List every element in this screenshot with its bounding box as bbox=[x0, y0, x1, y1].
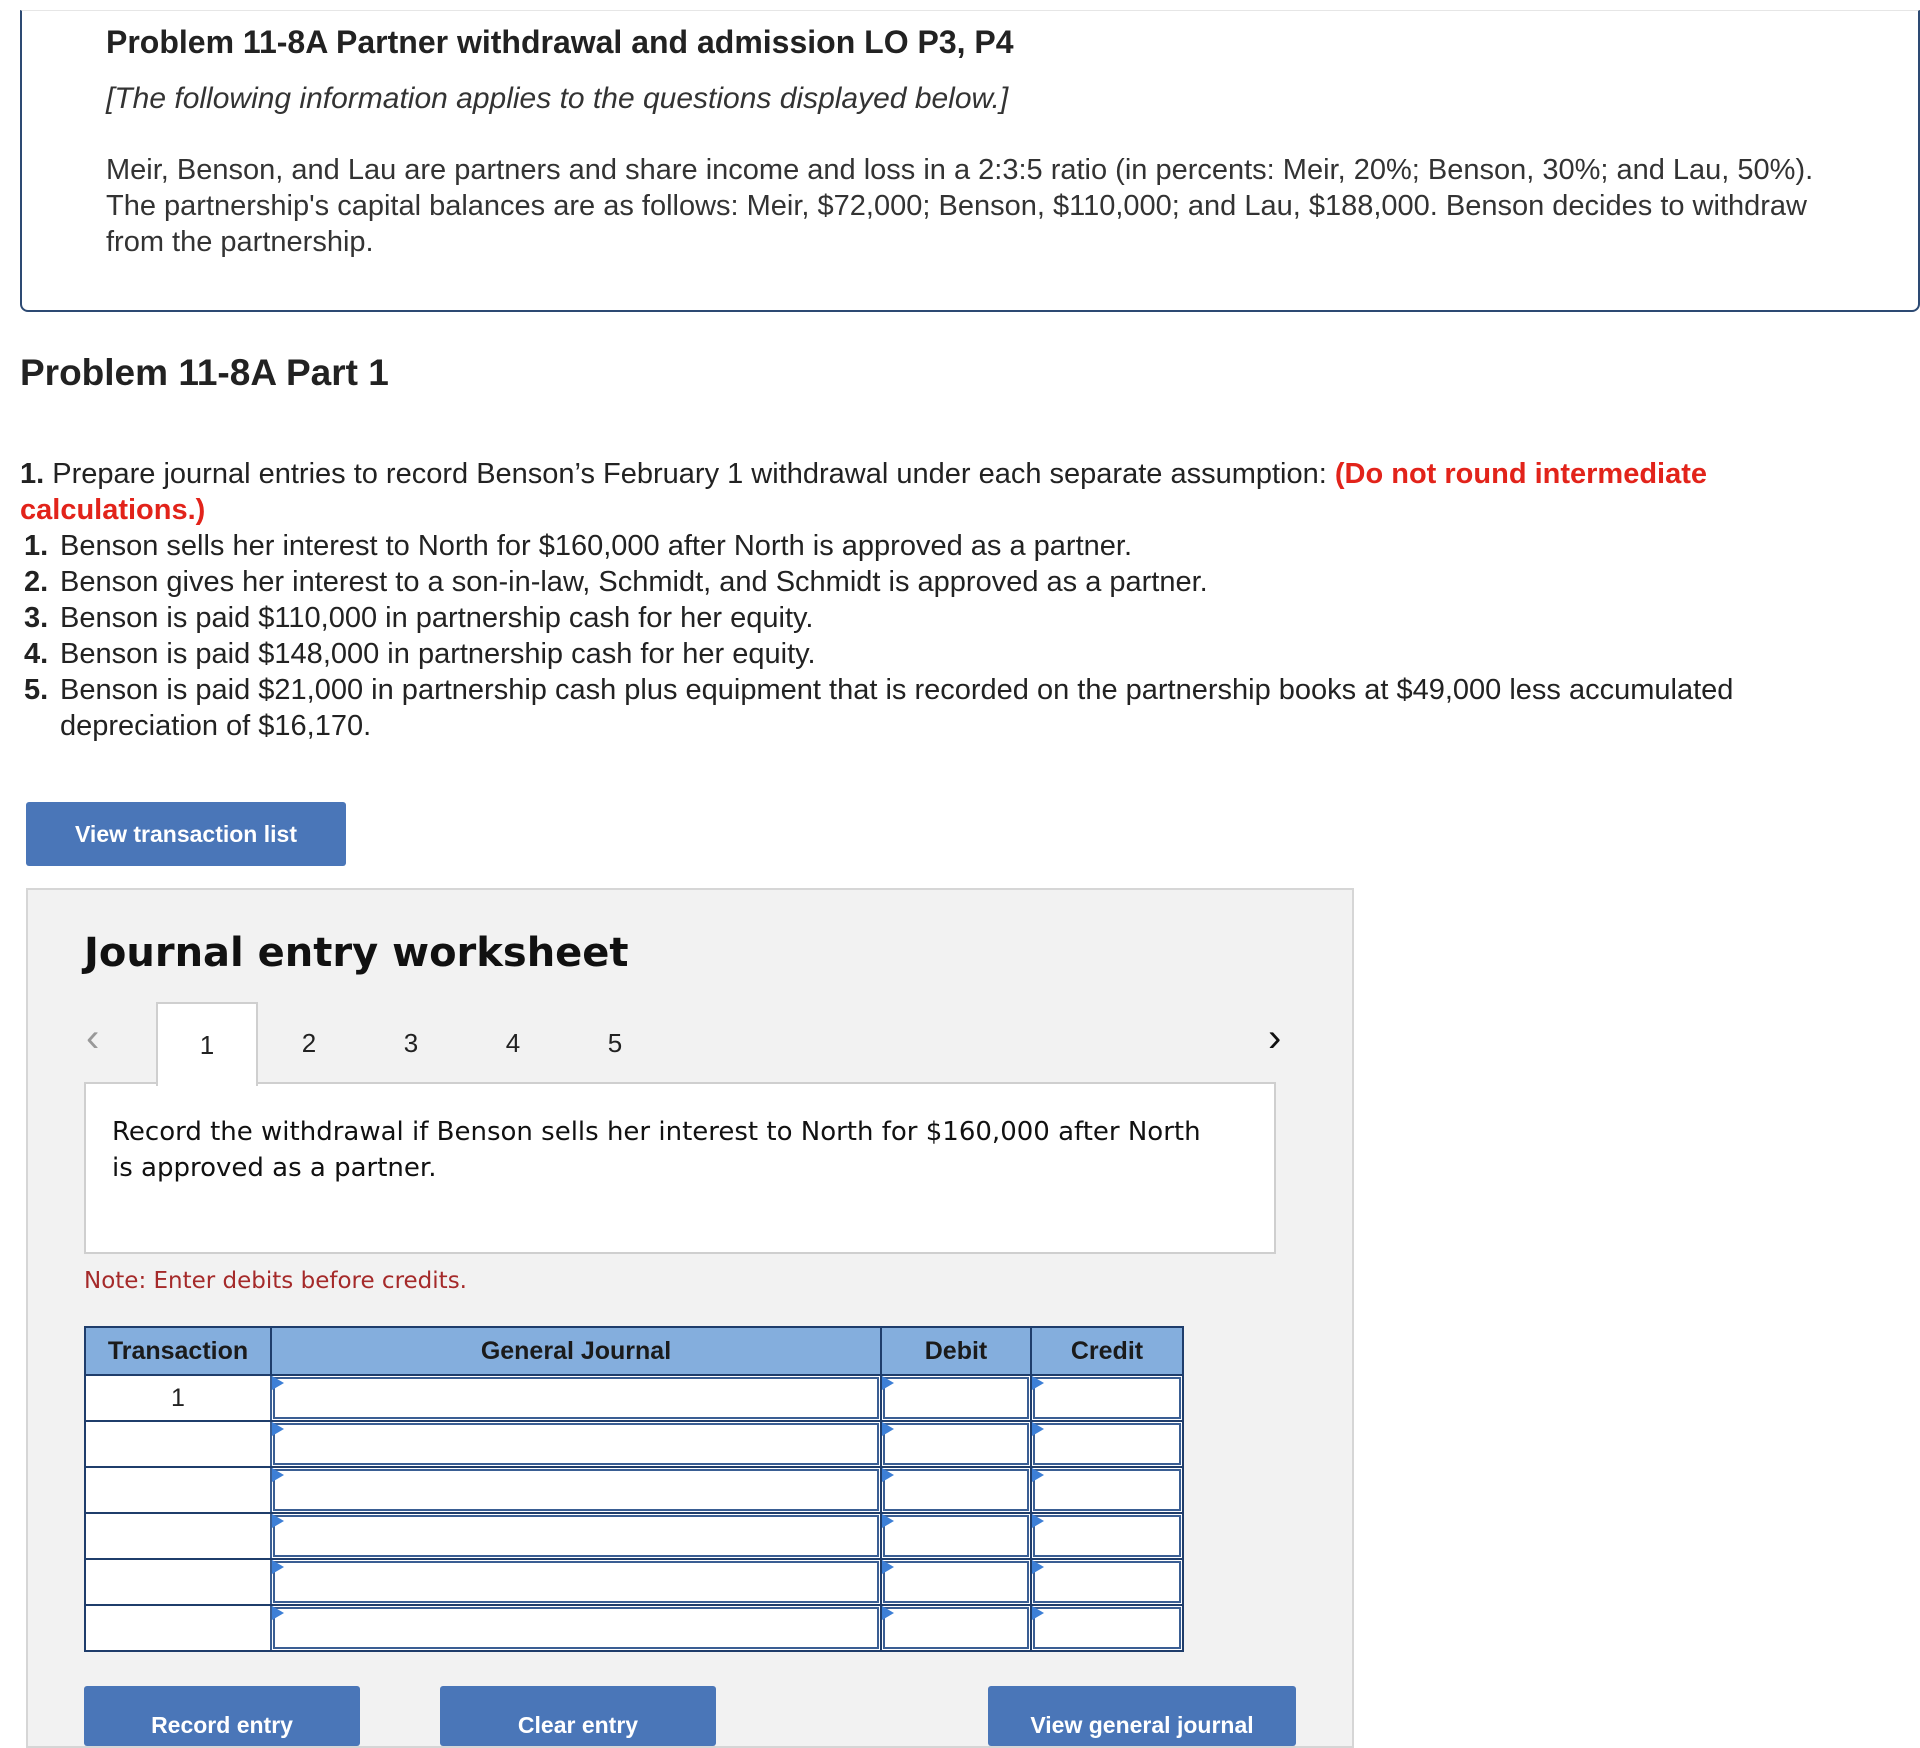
table-row bbox=[84, 1376, 1184, 1422]
account-input[interactable] bbox=[273, 1607, 879, 1649]
dropdown-flag-icon bbox=[272, 1468, 284, 1482]
worksheet-title: Journal entry worksheet bbox=[84, 930, 629, 976]
tab-1[interactable]: 1 bbox=[156, 1002, 258, 1086]
account-input[interactable] bbox=[273, 1515, 879, 1557]
question-prompt: Prepare journal entries to record Benson’s February 1 withdrawal under each separate assumption: bbox=[52, 458, 1327, 490]
debit-input[interactable] bbox=[883, 1607, 1029, 1649]
account-input[interactable] bbox=[273, 1423, 879, 1465]
column-header-general-journal: General Journal bbox=[272, 1328, 882, 1374]
view-transaction-list-button[interactable]: View transaction list bbox=[26, 802, 346, 866]
table-row bbox=[84, 1606, 1184, 1652]
question-number: 1. bbox=[20, 458, 45, 490]
problem-title: Problem 11-8A Partner withdrawal and admission LO P3, P4 bbox=[106, 24, 1014, 60]
dropdown-flag-icon bbox=[1032, 1468, 1044, 1482]
credit-input[interactable] bbox=[1033, 1607, 1181, 1649]
dropdown-flag-icon bbox=[882, 1468, 894, 1482]
list-item: 1. Benson sells her interest to North for $160,000 after North is approved as a partner. bbox=[24, 530, 1132, 562]
list-item: 5. Benson is paid $21,000 in partnership cash plus equipment that is recorded on the partnership books at $49,000 less accumulated depreciation of $16,170. bbox=[24, 674, 1734, 742]
problem-subtitle: [The following information applies to the questions displayed below.] bbox=[106, 82, 1009, 115]
credit-input[interactable] bbox=[1033, 1469, 1181, 1511]
dropdown-flag-icon bbox=[272, 1514, 284, 1528]
chevron-left-icon[interactable]: ‹ bbox=[86, 1016, 100, 1060]
journal-entry-worksheet bbox=[26, 888, 1354, 1748]
tab-4[interactable]: 4 bbox=[505, 1027, 521, 1058]
credit-input[interactable] bbox=[1033, 1515, 1181, 1557]
transaction-tabs bbox=[156, 1002, 666, 1086]
transaction-cell: 1 bbox=[86, 1376, 272, 1420]
dropdown-flag-icon bbox=[272, 1422, 284, 1436]
tab-3[interactable]: 3 bbox=[403, 1027, 419, 1058]
dropdown-flag-icon bbox=[882, 1560, 894, 1574]
entry-note: Note: Enter debits before credits. bbox=[84, 1268, 467, 1294]
problem-description: Meir, Benson, and Lau are partners and share income and loss in a 2:3:5 ratio (in percents: Meir, 20%; Benson, 30%; and Lau, 50%). The partnership's capital balances are as follows: Meir, $72,000; Benson, $110,000; and Lau, $188,000. Benson decides to withdraw from the partnership. bbox=[106, 154, 1814, 258]
chevron-right-icon[interactable]: › bbox=[1268, 1016, 1282, 1060]
table-header bbox=[84, 1326, 1184, 1376]
assumption-list bbox=[24, 528, 1894, 744]
account-input[interactable] bbox=[273, 1469, 879, 1511]
question-instruction: (Do not round intermediate calculations.) bbox=[20, 458, 1708, 526]
credit-input[interactable] bbox=[1033, 1561, 1181, 1603]
dropdown-flag-icon bbox=[1032, 1514, 1044, 1528]
debit-input[interactable] bbox=[883, 1515, 1029, 1557]
question-text bbox=[20, 456, 1890, 528]
dropdown-flag-icon bbox=[882, 1422, 894, 1436]
tab-2[interactable]: 2 bbox=[301, 1027, 317, 1058]
transaction-cell bbox=[86, 1606, 272, 1650]
column-header-credit: Credit bbox=[1070, 1336, 1144, 1365]
transaction-cell bbox=[86, 1468, 272, 1512]
transaction-prompt: Record the withdrawal if Benson sells her interest to North for $160,000 after North is approved as a partner. bbox=[112, 1117, 1201, 1183]
clear-entry-button[interactable]: Clear entry bbox=[440, 1686, 716, 1746]
list-item: 3. Benson is paid $110,000 in partnership cash for her equity. bbox=[24, 602, 814, 634]
dropdown-flag-icon bbox=[1032, 1560, 1044, 1574]
tab-5[interactable]: 5 bbox=[607, 1027, 623, 1058]
debit-input[interactable] bbox=[883, 1423, 1029, 1465]
column-header-transaction: Transaction bbox=[86, 1328, 272, 1374]
dropdown-flag-icon bbox=[1032, 1422, 1044, 1436]
general-journal-table bbox=[84, 1326, 1184, 1652]
table-row bbox=[84, 1468, 1184, 1514]
debit-input[interactable] bbox=[883, 1469, 1029, 1511]
credit-input[interactable] bbox=[1033, 1377, 1181, 1419]
transaction-cell bbox=[86, 1514, 272, 1558]
dropdown-flag-icon bbox=[272, 1560, 284, 1574]
dropdown-flag-icon bbox=[882, 1514, 894, 1528]
part-title: Problem 11-8A Part 1 bbox=[20, 352, 389, 393]
account-input[interactable] bbox=[273, 1377, 879, 1419]
table-row bbox=[84, 1422, 1184, 1468]
dropdown-flag-icon bbox=[272, 1376, 284, 1390]
dropdown-flag-icon bbox=[1032, 1376, 1044, 1390]
view-general-journal-button[interactable]: View general journal bbox=[988, 1686, 1296, 1746]
transaction-cell bbox=[86, 1560, 272, 1604]
table-row bbox=[84, 1560, 1184, 1606]
account-input[interactable] bbox=[273, 1561, 879, 1603]
column-header-debit: Debit bbox=[882, 1328, 1032, 1374]
transaction-prompt-box bbox=[84, 1082, 1276, 1254]
dropdown-flag-icon bbox=[272, 1606, 284, 1620]
credit-input[interactable] bbox=[1033, 1423, 1181, 1465]
table-row bbox=[84, 1514, 1184, 1560]
dropdown-flag-icon bbox=[882, 1606, 894, 1620]
transaction-cell bbox=[86, 1422, 272, 1466]
list-item: 2. Benson gives her interest to a son-in-law, Schmidt, and Schmidt is approved as a partner. bbox=[24, 566, 1208, 598]
dropdown-flag-icon bbox=[1032, 1606, 1044, 1620]
list-item: 4. Benson is paid $148,000 in partnership cash for her equity. bbox=[24, 638, 816, 670]
debit-input[interactable] bbox=[883, 1561, 1029, 1603]
dropdown-flag-icon bbox=[882, 1376, 894, 1390]
debit-input[interactable] bbox=[883, 1377, 1029, 1419]
record-entry-button[interactable]: Record entry bbox=[84, 1686, 360, 1746]
